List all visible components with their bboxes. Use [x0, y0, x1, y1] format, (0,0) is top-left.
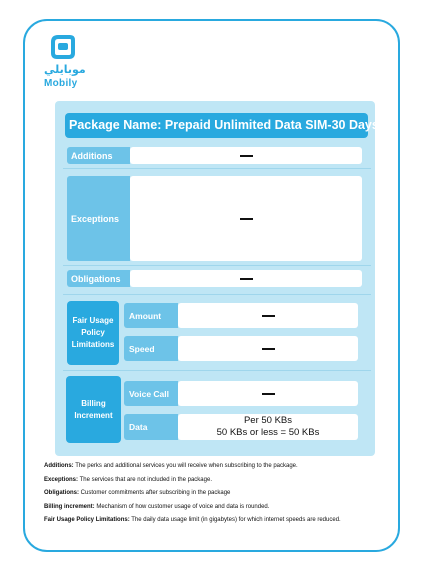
fair-usage-label: Fair Usage Policy Limitations — [67, 301, 119, 365]
amount-value — [178, 303, 358, 328]
amount-label: Amount — [124, 303, 178, 328]
note-obligations: Obligations: Customer commitments after subscribing in the package — [44, 490, 231, 497]
note-exceptions: Exceptions: The services that are not included in the package. — [44, 476, 212, 483]
exceptions-value — [130, 176, 362, 261]
voice-call-dash — [262, 393, 275, 395]
obligations-label: Obligations — [67, 270, 130, 287]
divider — [63, 168, 371, 169]
definitions-notes — [44, 462, 384, 530]
speed-label: Speed — [124, 336, 178, 361]
package-title: Package Name: Prepaid Unlimited Data SIM-30 Days — [65, 113, 368, 138]
voice-call-value — [178, 381, 358, 406]
obligations-value — [130, 270, 362, 287]
data-label: Data — [124, 414, 178, 440]
obligations-dash — [240, 278, 253, 280]
data-value — [178, 414, 358, 440]
billing-increment-label: Billing Increment — [66, 376, 121, 443]
logo-arabic-name: موبايلي — [44, 63, 86, 76]
data-value-line1: Per 50 KBs — [243, 415, 293, 427]
exceptions-dash — [240, 218, 253, 220]
amount-dash — [262, 315, 275, 317]
logo-english-name: Mobily — [44, 78, 78, 89]
additions-dash — [240, 155, 253, 157]
speed-dash — [262, 348, 275, 350]
voice-call-label: Voice Call — [124, 381, 178, 406]
divider — [63, 265, 371, 266]
divider — [63, 294, 371, 295]
additions-value — [130, 147, 362, 164]
speed-value — [178, 336, 358, 361]
note-fair-usage: Fair Usage Policy Limitations: The daily data usage limit (in gigabytes) for which internet speeds are reduced. — [44, 517, 341, 524]
additions-label: Additions — [67, 147, 130, 164]
data-value-line2: 50 KBs or less = 50 KBs — [216, 427, 320, 438]
mobily-logo — [44, 34, 94, 90]
note-additions: Additions: The perks and additional services you will receive when subscribing to the package. — [44, 463, 298, 469]
exceptions-label: Exceptions — [67, 176, 130, 261]
divider — [63, 370, 371, 371]
mobily-logo-icon — [50, 34, 76, 60]
note-billing-increment: Billing increment: Mechanism of how customer usage of voice and data is rounded. — [44, 503, 270, 510]
